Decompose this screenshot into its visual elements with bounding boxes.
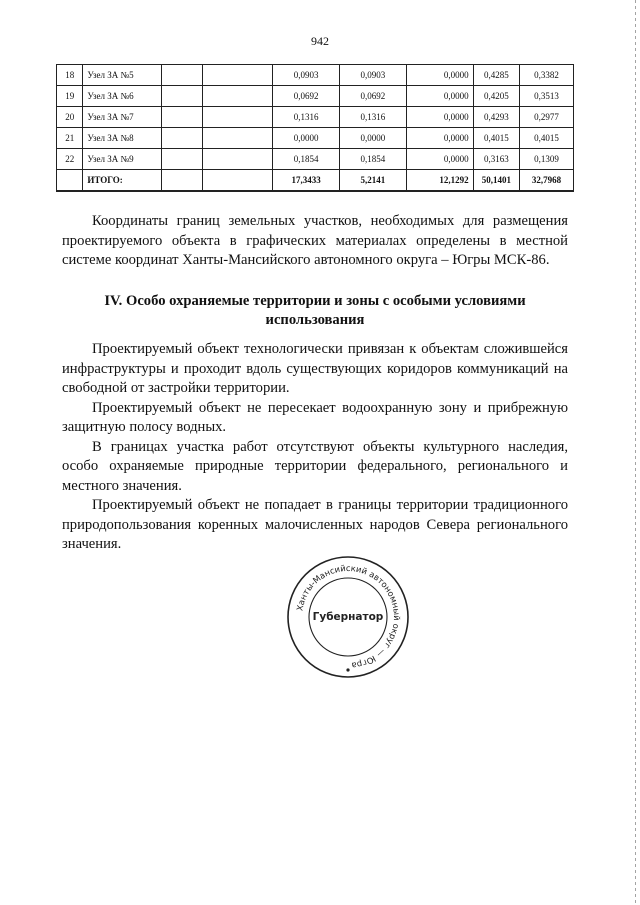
- value-cell: 0,4285: [473, 65, 519, 86]
- section-paragraph: Проектируемый объект не попадает в границы территории традиционного природопользования коренных малочисленных народов Севера регионального значения.: [62, 497, 568, 552]
- value-cell: 0,1316: [273, 107, 340, 128]
- coordinates-block: [62, 212, 568, 271]
- section-heading: IV. Особо охраняемые территории и зоны с особыми условиями использования: [104, 293, 526, 328]
- node-name: Узел ЗА №8: [83, 128, 162, 149]
- empty-cell: [202, 107, 273, 128]
- section-body: [62, 340, 568, 555]
- row-number: 19: [57, 86, 83, 107]
- value-cell: 0,3163: [473, 149, 519, 170]
- table-row: [57, 65, 574, 86]
- total-value: 12,1292: [406, 170, 473, 192]
- empty-cell: [202, 65, 273, 86]
- table-row: [57, 86, 574, 107]
- value-cell: 0,0000: [273, 128, 340, 149]
- value-cell: 0,4015: [520, 128, 574, 149]
- row-number: 18: [57, 65, 83, 86]
- stamp-center-text: Губернатор: [312, 611, 384, 623]
- empty-cell: [202, 149, 273, 170]
- empty-cell: [57, 170, 83, 192]
- total-value: 17,3433: [273, 170, 340, 192]
- empty-cell: [161, 86, 202, 107]
- value-cell: 0,3513: [520, 86, 574, 107]
- empty-cell: [202, 86, 273, 107]
- total-value: 5,2141: [340, 170, 407, 192]
- value-cell: 0,0000: [406, 65, 473, 86]
- total-value: 50,1401: [473, 170, 519, 192]
- value-cell: 0,0000: [340, 128, 407, 149]
- value-cell: 0,1854: [273, 149, 340, 170]
- value-cell: 0,1854: [340, 149, 407, 170]
- value-cell: 0,4293: [473, 107, 519, 128]
- node-name: Узел ЗА №5: [83, 65, 162, 86]
- empty-cell: [202, 128, 273, 149]
- value-cell: 0,0000: [406, 128, 473, 149]
- value-cell: 0,4205: [473, 86, 519, 107]
- value-cell: 0,0000: [406, 86, 473, 107]
- value-cell: 0,0903: [273, 65, 340, 86]
- value-cell: 0,0000: [406, 107, 473, 128]
- empty-cell: [161, 65, 202, 86]
- node-name: Узел ЗА №9: [83, 149, 162, 170]
- table-total-row: [57, 170, 574, 192]
- total-label: ИТОГО:: [83, 170, 162, 192]
- stamp-dot: [346, 668, 349, 671]
- row-number: 22: [57, 149, 83, 170]
- section-paragraph: В границах участка работ отсутствуют объекты культурного наследия, особо охраняемые природные территории федерального, регионального и местного значения.: [62, 438, 568, 494]
- value-cell: 0,4015: [473, 128, 519, 149]
- governor-seal-stamp: [286, 555, 410, 679]
- row-number: 21: [57, 128, 83, 149]
- value-cell: 0,0903: [340, 65, 407, 86]
- stamp-ring-textpath: Ханты-Мансийский автономный округ — Югра: [294, 562, 403, 671]
- value-cell: 0,1316: [340, 107, 407, 128]
- total-value: 32,7968: [520, 170, 574, 192]
- empty-cell: [202, 170, 273, 192]
- node-name: Узел ЗА №7: [83, 107, 162, 128]
- table-row: [57, 128, 574, 149]
- row-number: 20: [57, 107, 83, 128]
- value-cell: 0,0692: [273, 86, 340, 107]
- value-cell: 0,0000: [406, 149, 473, 170]
- empty-cell: [161, 107, 202, 128]
- section-paragraph: Проектируемый объект не пересекает водоохранную зону и прибрежную защитную полосу водных.: [62, 399, 568, 435]
- value-cell: 0,3382: [520, 65, 574, 86]
- coordinates-paragraph: Координаты границ земельных участков, необходимых для размещения проектируемого объекта в графических материалах определены в местной системе координат Ханты-Мансийского автономного округа – Югры МСК-86.: [62, 213, 568, 268]
- page-number: 942: [311, 34, 329, 48]
- table-row: [57, 107, 574, 128]
- table-row: [57, 149, 574, 170]
- empty-cell: [161, 128, 202, 149]
- value-cell: 0,0692: [340, 86, 407, 107]
- scan-edge-line: [635, 0, 636, 905]
- section-paragraph: Проектируемый объект технологически привязан к объектам сложившейся инфраструктуры и проходит вдоль существующих коридоров коммуникаций на свободной от застройки территории.: [62, 341, 568, 396]
- nodes-table: [56, 64, 574, 192]
- node-name: Узел ЗА №6: [83, 86, 162, 107]
- empty-cell: [161, 170, 202, 192]
- empty-cell: [161, 149, 202, 170]
- value-cell: 0,1309: [520, 149, 574, 170]
- value-cell: 0,2977: [520, 107, 574, 128]
